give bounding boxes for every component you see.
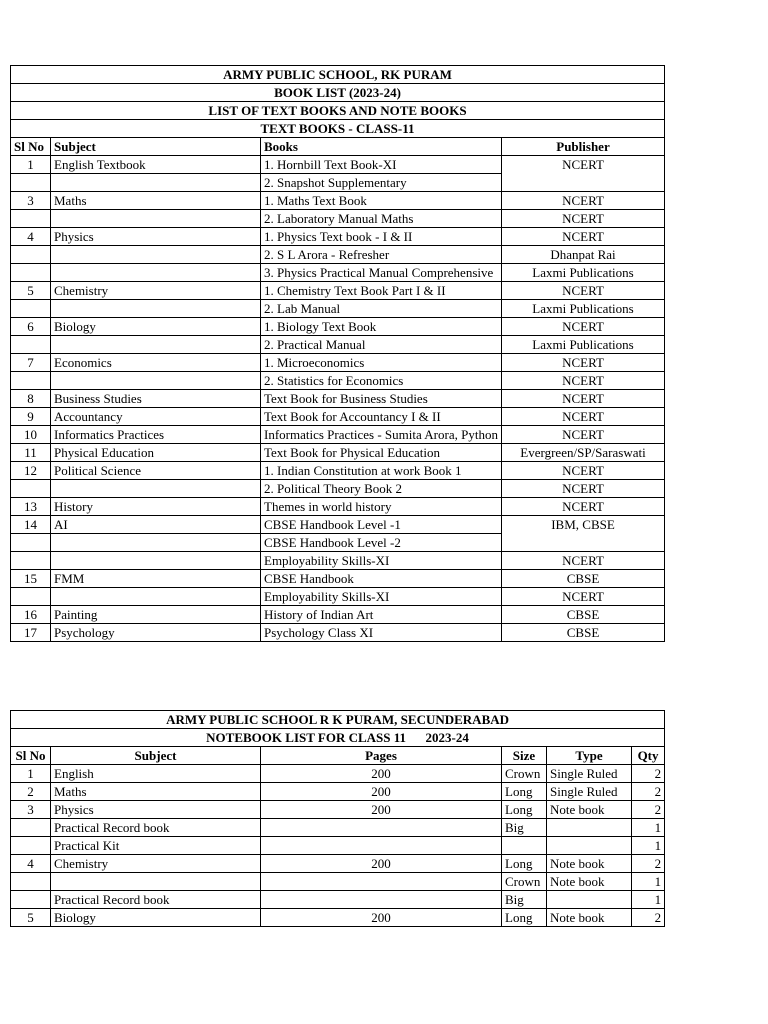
row-slno: [11, 480, 51, 498]
row-books: CBSE Handbook Level -2: [261, 534, 502, 552]
table-row: [11, 426, 665, 444]
nb-row-slno: [11, 891, 51, 909]
nb-row-subject: Physics: [51, 801, 261, 819]
row-publisher: Evergreen/SP/Saraswati: [502, 444, 665, 462]
row-books: 1. Hornbill Text Book-XI: [261, 156, 502, 174]
row-books: 1. Microeconomics: [261, 354, 502, 372]
row-publisher: NCERT: [502, 210, 665, 228]
row-books: Text Book for Accountancy I & II: [261, 408, 502, 426]
col-header-publisher: Publisher: [502, 138, 665, 156]
table-row: [11, 765, 665, 783]
nb-row-subject: [51, 873, 261, 891]
row-books: Informatics Practices - Sumita Arora, Python: [261, 426, 502, 444]
row-books: Psychology Class XI: [261, 624, 502, 642]
table-row: [11, 210, 665, 228]
nb-row-pages: [261, 891, 502, 909]
row-publisher: Dhanpat Rai: [502, 246, 665, 264]
row-publisher: NCERT: [502, 282, 665, 300]
class-heading: TEXT BOOKS - CLASS-11: [11, 120, 665, 138]
nb-row-slno: 4: [11, 855, 51, 873]
row-subject: Political Science: [51, 462, 261, 480]
nb-row-qty: 2: [632, 855, 665, 873]
nb-row-slno: [11, 837, 51, 855]
row-books: 2. Political Theory Book 2: [261, 480, 502, 498]
nb-row-slno: 3: [11, 801, 51, 819]
row-books: CBSE Handbook: [261, 570, 502, 588]
row-slno: 14: [11, 516, 51, 534]
nb-row-subject: Practical Record book: [51, 819, 261, 837]
row-publisher: CBSE: [502, 624, 665, 642]
table-row: [11, 300, 665, 318]
row-books: 1. Indian Constitution at work Book 1: [261, 462, 502, 480]
nb-col-header-slno: Sl No: [11, 747, 51, 765]
row-books: 2. Practical Manual: [261, 336, 502, 354]
nb-row-size: Long: [502, 801, 547, 819]
row-publisher: NCERT: [502, 408, 665, 426]
nb-row-size: [502, 837, 547, 855]
nb-row-slno: [11, 819, 51, 837]
row-slno: 12: [11, 462, 51, 480]
row-subject: Painting: [51, 606, 261, 624]
row-subject: English Textbook: [51, 156, 261, 174]
nb-row-qty: 2: [632, 801, 665, 819]
table-row: [11, 783, 665, 801]
nb-row-type: Note book: [547, 801, 632, 819]
row-subject: [51, 372, 261, 390]
row-publisher: NCERT: [502, 156, 665, 192]
nb-row-type: Note book: [547, 855, 632, 873]
table-row: [11, 156, 665, 174]
row-publisher: NCERT: [502, 588, 665, 606]
table-row: [11, 246, 665, 264]
col-header-books: Books: [261, 138, 502, 156]
table-row: [11, 819, 665, 837]
row-subject: [51, 534, 261, 552]
nb-row-subject: Biology: [51, 909, 261, 927]
nb-row-size: Long: [502, 909, 547, 927]
row-subject: AI: [51, 516, 261, 534]
row-slno: 3: [11, 192, 51, 210]
list-heading: LIST OF TEXT BOOKS AND NOTE BOOKS: [11, 102, 665, 120]
row-publisher: IBM, CBSE: [502, 516, 665, 552]
nb-row-type: Note book: [547, 909, 632, 927]
row-books: Themes in world history: [261, 498, 502, 516]
nb-row-qty: 1: [632, 819, 665, 837]
table-row: [11, 552, 665, 570]
row-slno: [11, 534, 51, 552]
row-publisher: CBSE: [502, 570, 665, 588]
nb-row-size: Big: [502, 819, 547, 837]
nb-row-pages: 200: [261, 855, 502, 873]
row-publisher: NCERT: [502, 462, 665, 480]
col-header-slno: Sl No: [11, 138, 51, 156]
table-row: [11, 606, 665, 624]
row-slno: 15: [11, 570, 51, 588]
row-slno: 5: [11, 282, 51, 300]
row-books: 2. Lab Manual: [261, 300, 502, 318]
table-row: [11, 480, 665, 498]
row-books: 1. Maths Text Book: [261, 192, 502, 210]
row-subject: Biology: [51, 318, 261, 336]
table-row: [11, 192, 665, 210]
table-row: [11, 264, 665, 282]
row-subject: FMM: [51, 570, 261, 588]
table-row: [11, 282, 665, 300]
table-row: [11, 372, 665, 390]
nb-row-size: Long: [502, 855, 547, 873]
table-row: [11, 390, 665, 408]
row-books: Text Book for Business Studies: [261, 390, 502, 408]
nb-row-subject: Practical Kit: [51, 837, 261, 855]
nb-row-pages: [261, 837, 502, 855]
row-publisher: Laxmi Publications: [502, 300, 665, 318]
table-row: [11, 855, 665, 873]
nb-row-qty: 1: [632, 891, 665, 909]
row-slno: [11, 552, 51, 570]
nb-row-pages: 200: [261, 765, 502, 783]
row-subject: [51, 552, 261, 570]
nb-row-qty: 1: [632, 837, 665, 855]
row-publisher: CBSE: [502, 606, 665, 624]
nb-row-size: Crown: [502, 765, 547, 783]
nb-row-type: Single Ruled: [547, 783, 632, 801]
row-books: 2. Statistics for Economics: [261, 372, 502, 390]
row-subject: [51, 480, 261, 498]
row-subject: [51, 300, 261, 318]
row-books: 2. S L Arora - Refresher: [261, 246, 502, 264]
row-slno: 13: [11, 498, 51, 516]
row-publisher: Laxmi Publications: [502, 336, 665, 354]
row-slno: [11, 588, 51, 606]
table-row: [11, 909, 665, 927]
notebook-list-table: [10, 710, 665, 927]
row-publisher: NCERT: [502, 552, 665, 570]
row-books: 3. Physics Practical Manual Comprehensive: [261, 264, 502, 282]
row-publisher: NCERT: [502, 426, 665, 444]
table-row: [11, 498, 665, 516]
nb-row-type: Note book: [547, 873, 632, 891]
row-publisher: NCERT: [502, 192, 665, 210]
nb-col-header-qty: Qty: [632, 747, 665, 765]
row-subject: Accountancy: [51, 408, 261, 426]
nb-row-qty: 2: [632, 783, 665, 801]
row-subject: [51, 246, 261, 264]
row-slno: 10: [11, 426, 51, 444]
row-publisher: NCERT: [502, 498, 665, 516]
row-subject: [51, 264, 261, 282]
table-row: [11, 588, 665, 606]
table-row: [11, 873, 665, 891]
table-row: [11, 408, 665, 426]
table-row: [11, 570, 665, 588]
nb-row-pages: 200: [261, 801, 502, 819]
row-slno: [11, 336, 51, 354]
table-row: [11, 891, 665, 909]
row-books: 1. Chemistry Text Book Part I & II: [261, 282, 502, 300]
nb-col-header-type: Type: [547, 747, 632, 765]
table-row: [11, 801, 665, 819]
row-publisher: NCERT: [502, 318, 665, 336]
nb-row-size: Long: [502, 783, 547, 801]
nb-row-type: [547, 819, 632, 837]
nb-col-header-pages: Pages: [261, 747, 502, 765]
row-publisher: Laxmi Publications: [502, 264, 665, 282]
row-slno: 17: [11, 624, 51, 642]
row-slno: 16: [11, 606, 51, 624]
row-publisher: NCERT: [502, 354, 665, 372]
row-books: 2. Laboratory Manual Maths: [261, 210, 502, 228]
row-books: 1. Physics Text book - I & II: [261, 228, 502, 246]
row-slno: 8: [11, 390, 51, 408]
nb-row-slno: 1: [11, 765, 51, 783]
notebook-list-heading: NOTEBOOK LIST FOR CLASS 11 2023-24: [11, 729, 665, 747]
nb-row-pages: [261, 873, 502, 891]
row-slno: [11, 174, 51, 192]
row-slno: [11, 246, 51, 264]
nb-row-pages: [261, 819, 502, 837]
row-books: Employability Skills-XI: [261, 588, 502, 606]
row-slno: [11, 300, 51, 318]
nb-row-slno: 2: [11, 783, 51, 801]
nb-row-qty: 2: [632, 765, 665, 783]
textbook-list-table: [10, 65, 665, 642]
row-subject: Economics: [51, 354, 261, 372]
row-books: Text Book for Physical Education: [261, 444, 502, 462]
row-subject: [51, 210, 261, 228]
table-row: [11, 837, 665, 855]
row-slno: [11, 210, 51, 228]
row-subject: Maths: [51, 192, 261, 210]
row-slno: 4: [11, 228, 51, 246]
row-slno: [11, 264, 51, 282]
row-slno: 1: [11, 156, 51, 174]
row-subject: Informatics Practices: [51, 426, 261, 444]
notebook-school-title: ARMY PUBLIC SCHOOL R K PURAM, SECUNDERABAD: [11, 711, 665, 729]
row-slno: [11, 372, 51, 390]
nb-row-pages: 200: [261, 909, 502, 927]
table-row: [11, 336, 665, 354]
row-slno: 6: [11, 318, 51, 336]
row-subject: [51, 588, 261, 606]
nb-row-type: Single Ruled: [547, 765, 632, 783]
nb-row-pages: 200: [261, 783, 502, 801]
row-subject: Physical Education: [51, 444, 261, 462]
nb-row-subject: Maths: [51, 783, 261, 801]
row-books: 1. Biology Text Book: [261, 318, 502, 336]
school-title: ARMY PUBLIC SCHOOL, RK PURAM: [11, 66, 665, 84]
table-row: [11, 228, 665, 246]
row-subject: [51, 336, 261, 354]
nb-row-type: [547, 891, 632, 909]
table-row: [11, 444, 665, 462]
nb-col-header-subject: Subject: [51, 747, 261, 765]
nb-row-subject: English: [51, 765, 261, 783]
row-subject: Chemistry: [51, 282, 261, 300]
row-books: CBSE Handbook Level -1: [261, 516, 502, 534]
nb-row-slno: [11, 873, 51, 891]
nb-row-type: [547, 837, 632, 855]
row-slno: 11: [11, 444, 51, 462]
row-subject: History: [51, 498, 261, 516]
row-publisher: NCERT: [502, 228, 665, 246]
table-row: [11, 462, 665, 480]
nb-row-qty: 2: [632, 909, 665, 927]
table-row: [11, 318, 665, 336]
book-list-year: BOOK LIST (2023-24): [11, 84, 665, 102]
row-publisher: NCERT: [502, 390, 665, 408]
nb-row-subject: Chemistry: [51, 855, 261, 873]
row-books: History of Indian Art: [261, 606, 502, 624]
row-books: Employability Skills-XI: [261, 552, 502, 570]
table-row: [11, 624, 665, 642]
nb-row-qty: 1: [632, 873, 665, 891]
table-row: [11, 516, 665, 534]
row-subject: [51, 174, 261, 192]
row-slno: 9: [11, 408, 51, 426]
nb-row-size: Crown: [502, 873, 547, 891]
nb-col-header-size: Size: [502, 747, 547, 765]
nb-row-subject: Practical Record book: [51, 891, 261, 909]
row-slno: 7: [11, 354, 51, 372]
row-subject: Psychology: [51, 624, 261, 642]
row-publisher: NCERT: [502, 372, 665, 390]
row-subject: Physics: [51, 228, 261, 246]
row-subject: Business Studies: [51, 390, 261, 408]
nb-row-size: Big: [502, 891, 547, 909]
table-row: [11, 354, 665, 372]
row-publisher: NCERT: [502, 480, 665, 498]
row-books: 2. Snapshot Supplementary: [261, 174, 502, 192]
nb-row-slno: 5: [11, 909, 51, 927]
col-header-subject: Subject: [51, 138, 261, 156]
